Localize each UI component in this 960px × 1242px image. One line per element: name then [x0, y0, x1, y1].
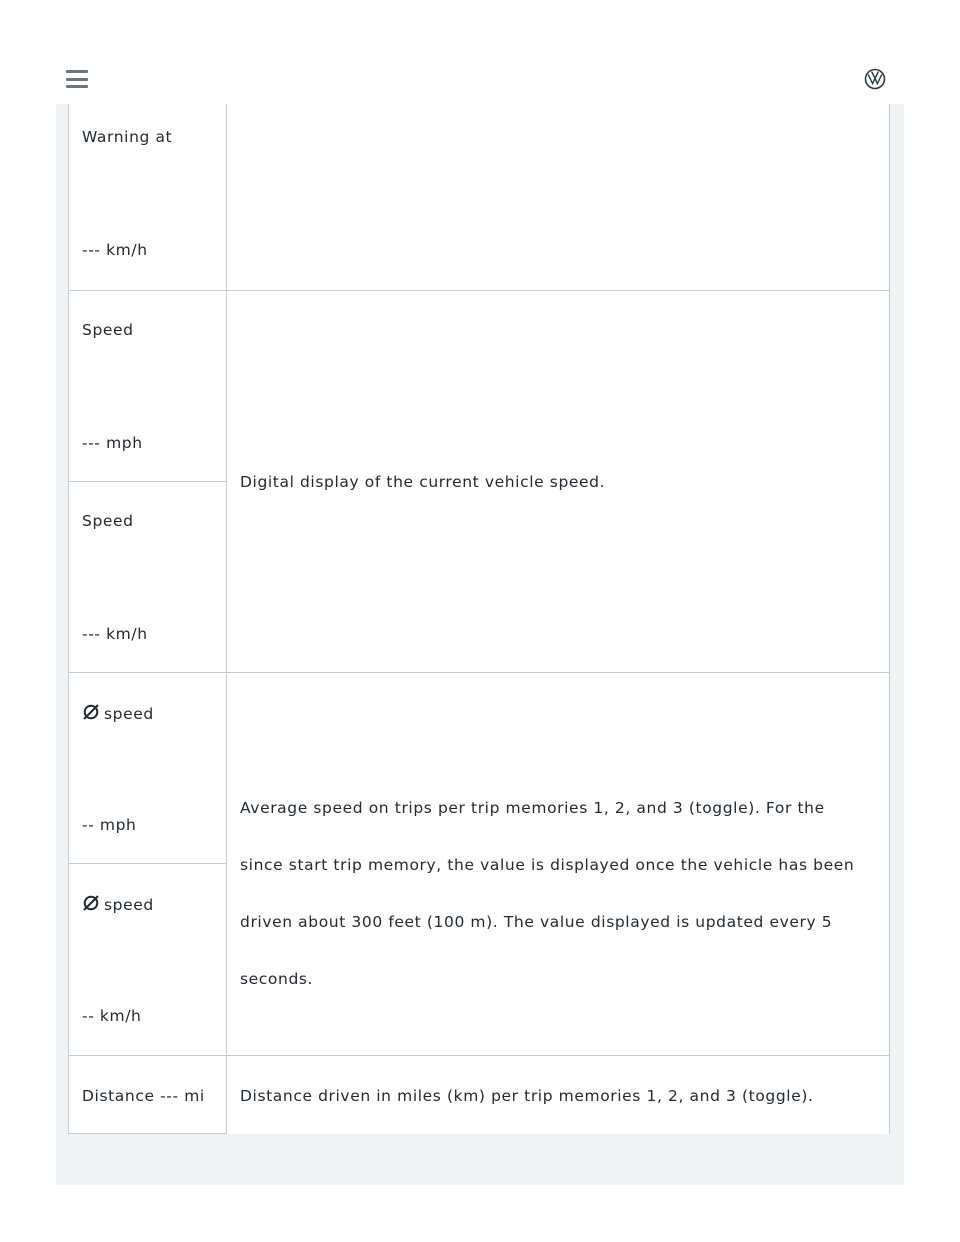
speed-value-mph: --- mph — [82, 434, 143, 452]
average-speed-label: speed — [104, 896, 154, 914]
table-cell-warning — [68, 104, 226, 290]
page-background — [56, 104, 904, 1185]
distance-description: Distance driven in miles (km) per trip memories 1, 2, and 3 (toggle). — [240, 1087, 814, 1105]
table-cell-warning-description — [226, 104, 890, 290]
table-cell-average-speed-description — [226, 672, 890, 1055]
speed-description: Digital display of the current vehicle speed. — [240, 473, 606, 491]
vw-logo-icon[interactable] — [864, 68, 886, 90]
speed-label: Speed — [82, 512, 134, 530]
average-diameter-icon — [82, 894, 100, 912]
table-cell-distance-description — [226, 1055, 890, 1134]
content-area — [68, 104, 890, 1134]
header — [56, 0, 904, 105]
distance-label: Distance --- mi — [82, 1087, 205, 1105]
speed-label: Speed — [82, 321, 134, 339]
average-speed-value-mph: -- mph — [82, 816, 137, 834]
hamburger-menu-icon[interactable] — [66, 70, 88, 88]
table-cell-distance — [68, 1055, 226, 1134]
average-speed-value-kmh: -- km/h — [82, 1007, 142, 1025]
table-cell-average-speed-kmh — [68, 863, 226, 1055]
table-cell-speed-mph — [68, 290, 226, 481]
average-speed-description: Average speed on trips per trip memories 1, 2, and 3 (toggle). For the since start trip memory, the value is displayed once the vehicle has been driven about 300 feet (100 m). The value displayed is updated every 5 seconds. — [240, 799, 855, 988]
table-cell-average-speed-mph — [68, 672, 226, 863]
table-cell-speed-kmh — [68, 481, 226, 672]
trip-data-table — [68, 104, 890, 1134]
speed-value-kmh: --- km/h — [82, 625, 148, 643]
warning-value: --- km/h — [82, 241, 148, 259]
average-diameter-icon — [82, 703, 100, 721]
table-cell-speed-description — [226, 290, 890, 672]
warning-label: Warning at — [82, 128, 173, 146]
average-speed-label: speed — [104, 705, 154, 723]
